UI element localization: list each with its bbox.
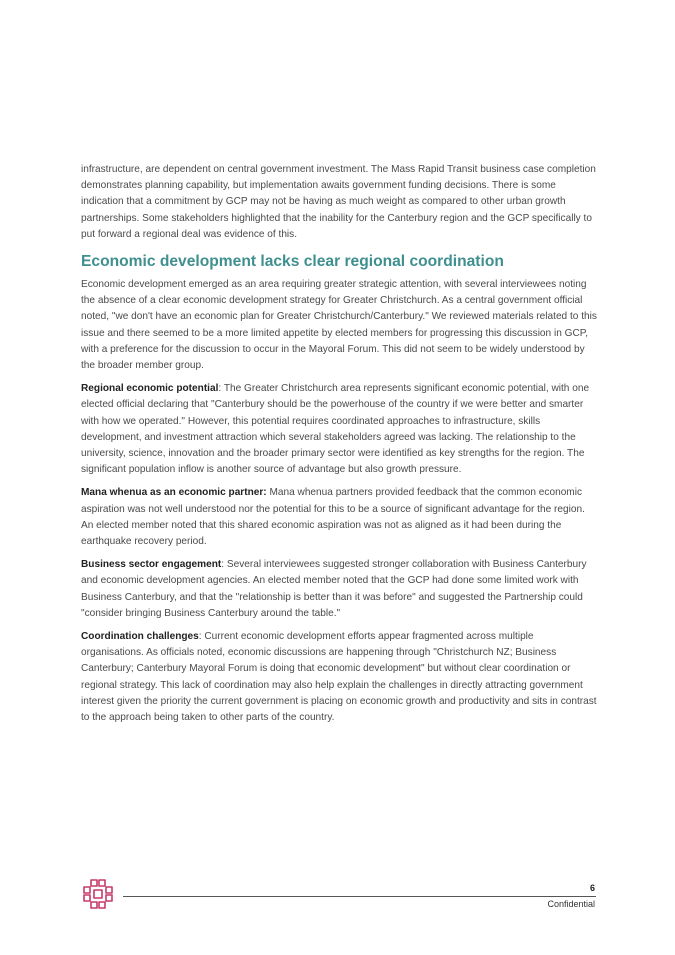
lattice-logo-icon: [81, 877, 115, 911]
section-paragraph: Economic development emerged as an area requiring greater strategic attention, with several interviewees noting the absence of a clear economic development strategy for Greater Christchurch. As a central government official noted, "we don't have an economic plan for Greater Christchurch/Canterbury." We reviewed materials related to this issue and there seemed to be a more limited appetite by elected members for progressing this discussion in GCP, with a preference for the discussion to occur in the Mayoral Forum. This did not seem to be widely understood by the broader member group.: [81, 279, 597, 372]
item-lead: Regional economic potential: [81, 383, 219, 395]
item-business-sector: [81, 557, 597, 622]
page-number: 6: [589, 883, 595, 893]
page-body: [81, 162, 597, 733]
footer-rule: [123, 896, 596, 897]
item-coordination-challenges: [81, 629, 597, 726]
intro-paragraph: infrastructure, are dependent on central government investment. The Mass Rapid Transit business case completion demonstrates planning capability, but implementation awaits government funding decisions. There is some indication that a commitment by GCP may not be having as much weight as compared to other urban growth partnerships. Some stakeholders highlighted that the inability for the Canterbury region and the GCP specifically to put forward a regional deal was evidence of this.: [81, 164, 596, 240]
item-text: : Several interviewees suggested stronger collaboration with Business Canterbury and economic development agencies. An elected member noted that the GCP had done some limited work with Business Canterbury, and that the "relationship is better than it was before" and suggested the Partnership could "consider bringing Business Canterbury around the table.": [81, 559, 587, 619]
item-text: Mana whenua partners provided feedback that the common economic aspiration was not well understood nor the potential for this to be a source of significant advantage for the region. An elected member noted that this shared economic aspiration was not as aligned as it had been during the earthquake recovery period.: [81, 487, 585, 548]
item-lead: Coordination challenges: [81, 631, 199, 643]
section-heading: Economic development lacks clear regional coordination: [81, 253, 504, 271]
item-lead: Mana whenua as an economic partner:: [81, 487, 267, 499]
item-text: : The Greater Christchurch area represents significant economic potential, with one elected official declaring that "Canterbury should be the powerhouse of the country if we were better and smarter with how we operated." However, this potential requires coordinated approaches to infrastructure, skills development, and investment attraction which several stakeholders agreed was lacking. The relationship to the university, science, innovation and the broader primary sector were identified as key strengths for the region. The significant population inflow is another source of advantage but also growth pressure.: [81, 383, 590, 476]
confidential-label: Confidential: [547, 899, 595, 909]
item-text: : Current economic development efforts appear fragmented across multiple organisations. As officials noted, economic discussions are happening through "Christchurch NZ; Business Canterbury; Canterbury Mayoral Forum is doing that economic development" but without clear coordination or regional strategy. This lack of coordination may also help explain the challenges in directly attracting government interest given the priority the current government is placing on economic growth and productivity and sits in contrast to the approach being taken to other parts of the country.: [81, 631, 597, 724]
item-lead: Business sector engagement: [81, 559, 222, 571]
item-regional-economic-potential: [81, 381, 597, 478]
item-mana-whenua: [81, 485, 597, 550]
